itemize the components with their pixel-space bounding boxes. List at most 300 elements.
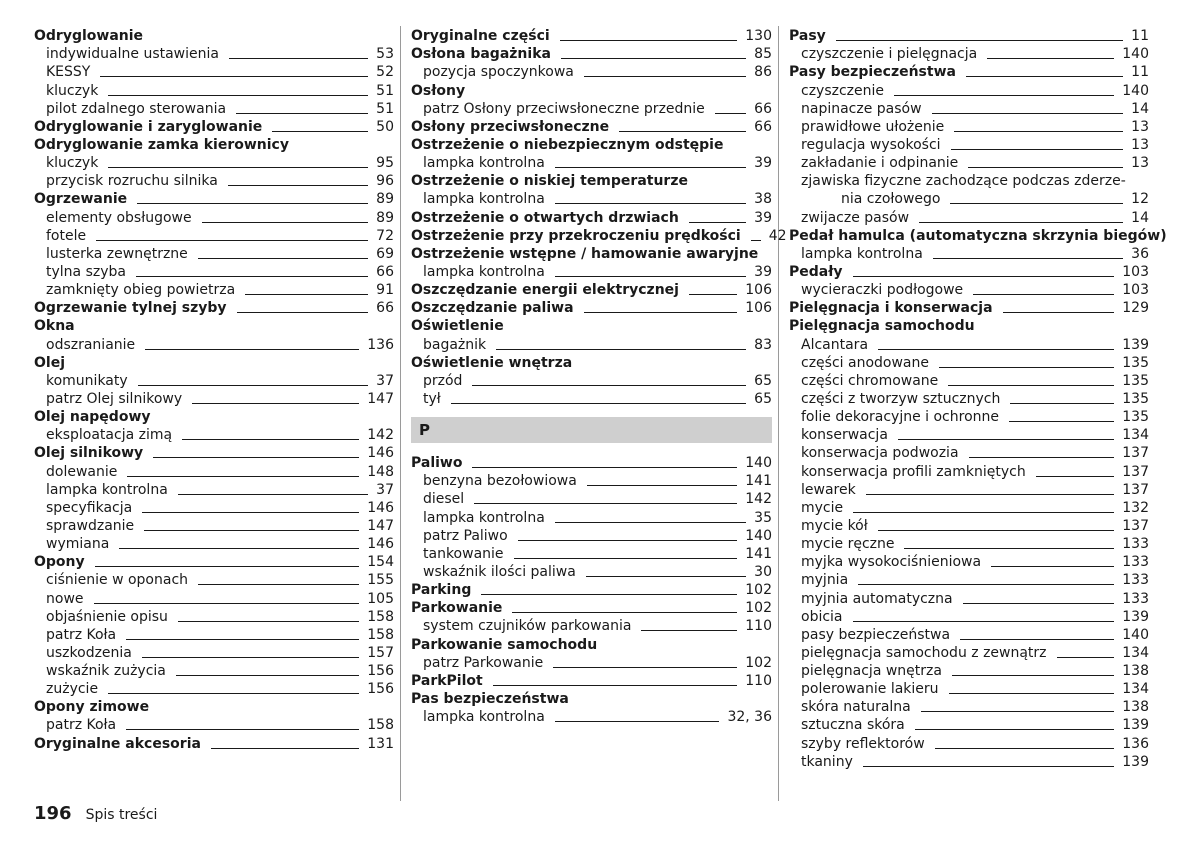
page-ref: 136: [367, 336, 394, 353]
index-entry: [34, 407, 394, 425]
section-title: Spis treści: [85, 807, 158, 823]
page-ref: 146: [367, 536, 394, 553]
leader-line: [619, 131, 746, 132]
index-entry: [411, 280, 772, 298]
page-ref: 89: [376, 191, 394, 208]
index-subentry: [789, 117, 1149, 135]
index-term: Okna: [34, 318, 75, 335]
index-term: Oszczędzanie energii elektrycznej: [411, 282, 679, 299]
page-ref: 155: [367, 572, 394, 589]
index-term: Pedał hamulca (automatyczna skrzynia biegów): [789, 227, 1167, 244]
column-divider: [400, 26, 401, 801]
index-entry: [411, 298, 772, 316]
index-term: mycie kół: [801, 517, 868, 534]
index-term: części anodowane: [801, 354, 929, 371]
leader-line: [555, 721, 720, 722]
index-entry: [411, 80, 772, 98]
index-term: lampka kontrolna: [423, 155, 545, 172]
page-ref: 11: [1131, 64, 1149, 81]
index-term: objaśnienie opisu: [46, 608, 168, 625]
index-term: Pasy bezpieczeństwa: [789, 64, 956, 81]
leader-line: [878, 530, 1115, 531]
page-ref: 142: [367, 427, 394, 444]
index-term: pozycja spoczynkowa: [423, 64, 574, 81]
page-ref: 51: [376, 100, 394, 117]
leader-line: [198, 258, 368, 259]
index-subentry: [34, 643, 394, 661]
leader-line: [126, 639, 359, 640]
index-entry: [411, 671, 772, 689]
leader-line: [689, 222, 746, 223]
index-subentry: [411, 544, 772, 562]
index-column-2: [411, 26, 787, 726]
index-term: przycisk rozruchu silnika: [46, 173, 218, 190]
page-ref: 91: [376, 282, 394, 299]
leader-line: [969, 457, 1115, 458]
index-subentry: [34, 262, 394, 280]
index-entry: [34, 353, 394, 371]
index-term: zwijacze pasów: [801, 209, 910, 226]
index-subentry: [411, 489, 772, 507]
leader-line: [518, 540, 738, 541]
index-term: napinacze pasów: [801, 100, 922, 117]
index-subentry: [34, 80, 394, 98]
index-entry: [411, 453, 772, 471]
page-ref: 52: [376, 64, 394, 81]
index-term: Parking: [411, 582, 472, 599]
index-subentry: [789, 516, 1149, 534]
index-entry: [411, 634, 772, 652]
index-term: patrz Koła: [46, 717, 117, 734]
page-ref: 102: [745, 600, 772, 617]
index-term: lewarek: [801, 481, 856, 498]
index-subentry: [789, 280, 1149, 298]
index-term: sztuczna skóra: [801, 717, 905, 734]
page-ref: 158: [367, 717, 394, 734]
index-entry: [411, 117, 772, 135]
page-ref: 14: [1131, 209, 1149, 226]
page-ref: 147: [367, 517, 394, 534]
page-ref: 51: [376, 82, 394, 99]
leader-line: [142, 512, 359, 513]
index-term: KESSY: [46, 64, 91, 81]
index-term: pasy bezpieczeństwa: [801, 626, 951, 643]
index-subentry: [34, 498, 394, 516]
page-ref: 133: [1122, 590, 1149, 607]
index-term: specyfikacja: [46, 499, 133, 516]
index-subentry: [34, 588, 394, 606]
page-ref: 53: [376, 46, 394, 63]
index-entry: [34, 733, 394, 751]
index-term: Olej: [34, 354, 65, 371]
index-subentry: [789, 407, 1149, 425]
leader-line: [137, 203, 368, 204]
index-term: nia czołowego: [841, 191, 941, 208]
index-term: zjawiska fizyczne zachodzące podczas zderze-: [801, 173, 1126, 190]
index-term: Oświetlenie wnętrza: [411, 354, 573, 371]
leader-line: [932, 113, 1124, 114]
index-term: skóra naturalna: [801, 699, 911, 716]
leader-line: [119, 548, 359, 549]
page-number: 196: [34, 803, 72, 824]
page-ref: 103: [1122, 282, 1149, 299]
index-column-3: [789, 26, 1167, 770]
index-entry: [789, 316, 1149, 334]
leader-line: [178, 621, 359, 622]
index-subentry: [34, 461, 394, 479]
leader-line: [584, 312, 738, 313]
index-subentry: [789, 552, 1149, 570]
page-ref: 131: [367, 735, 394, 752]
leader-line: [94, 603, 360, 604]
index-term: system czujników parkowania: [423, 618, 632, 635]
index-subentry: [411, 653, 772, 671]
page-ref: 148: [367, 463, 394, 480]
index-term: Pedały: [789, 263, 843, 280]
leader-line: [1009, 421, 1114, 422]
index-term: Opony: [34, 554, 85, 571]
index-term: bagażnik: [423, 336, 487, 353]
page-ref: 137: [1122, 481, 1149, 498]
index-entry: [411, 580, 772, 598]
page-ref: 89: [376, 209, 394, 226]
leader-line: [853, 276, 1115, 277]
page-ref: 12: [1131, 191, 1149, 208]
index-term: Odryglowanie: [34, 28, 144, 45]
page-ref: 147: [367, 390, 394, 407]
leader-line: [237, 312, 369, 313]
page-ref: 102: [745, 582, 772, 599]
index-term: zamknięty obieg powietrza: [46, 282, 236, 299]
leader-line: [176, 675, 359, 676]
page-ref: 106: [745, 282, 772, 299]
page-ref: 138: [1122, 663, 1149, 680]
page-ref: 130: [745, 28, 772, 45]
page-ref: 13: [1131, 155, 1149, 172]
leader-line: [1057, 657, 1115, 658]
index-entry: [34, 189, 394, 207]
leader-line: [493, 685, 738, 686]
page-ref: 140: [1122, 46, 1149, 63]
index-term: eksploatacja zimą: [46, 427, 173, 444]
index-term: tylna szyba: [46, 263, 126, 280]
index-entry: [34, 298, 394, 316]
index-entry: [34, 26, 394, 44]
index-subentry: [34, 44, 394, 62]
leader-line: [95, 566, 360, 567]
index-subentry: [411, 153, 772, 171]
index-subentry: [34, 371, 394, 389]
index-subentry: [411, 526, 772, 544]
index-subentry: [789, 171, 1149, 189]
index-entry: [411, 26, 772, 44]
page-ref: 86: [754, 64, 772, 81]
page-ref: 65: [754, 372, 772, 389]
page-ref: 110: [745, 672, 772, 689]
index-subentry: [789, 588, 1149, 606]
index-term: wskaźnik ilości paliwa: [423, 563, 576, 580]
index-entry: [411, 316, 772, 334]
index-term: czyszczenie: [801, 82, 885, 99]
index-entry: [411, 353, 772, 371]
index-term: indywidualne ustawienia: [46, 46, 219, 63]
leader-line: [963, 603, 1115, 604]
page-ref: 95: [376, 155, 394, 172]
index-entry: [411, 226, 787, 244]
index-subentry: [789, 44, 1149, 62]
index-term: Pielęgnacja i konserwacja: [789, 300, 993, 317]
leader-line: [472, 467, 737, 468]
index-term: Ostrzeżenie o otwartych drzwiach: [411, 209, 679, 226]
index-term: Ostrzeżenie o niebezpiecznym odstępie: [411, 136, 724, 153]
index-term: czyszczenie i pielęgnacja: [801, 46, 978, 63]
index-subentry: [34, 62, 394, 80]
leader-line: [108, 693, 359, 694]
index-term: Oszczędzanie paliwa: [411, 300, 574, 317]
leader-line: [555, 167, 746, 168]
index-subentry: [789, 643, 1149, 661]
page-ref: 133: [1122, 536, 1149, 553]
page-ref: 156: [367, 681, 394, 698]
index-subentry: [789, 697, 1149, 715]
page-ref: 39: [754, 209, 772, 226]
leader-line: [108, 167, 368, 168]
index-subentry: [411, 262, 772, 280]
page-ref: 35: [754, 509, 772, 526]
leader-line: [202, 222, 369, 223]
leader-line: [126, 729, 359, 730]
index-subentry: [789, 80, 1149, 98]
index-subentry: [411, 507, 772, 525]
leader-line: [108, 95, 368, 96]
index-term: folie dekoracyjne i ochronne: [801, 409, 1000, 426]
index-subentry: [789, 389, 1149, 407]
index-entry: [34, 552, 394, 570]
page-ref: 132: [1122, 499, 1149, 516]
index-subentry: [789, 207, 1149, 225]
index-term: uszkodzenia: [46, 644, 132, 661]
page-ref: 39: [754, 155, 772, 172]
page-ref: 66: [754, 118, 772, 135]
index-entry: [411, 44, 772, 62]
index-subentry: [34, 661, 394, 679]
leader-line: [100, 76, 368, 77]
index-term: polerowanie lakieru: [801, 681, 939, 698]
index-subentry: [411, 389, 772, 407]
leader-line: [474, 503, 737, 504]
leader-line: [561, 58, 746, 59]
index-term: patrz Parkowanie: [423, 654, 544, 671]
leader-line: [182, 439, 359, 440]
index-term: Ostrzeżenie wstępne / hamowanie awaryjne: [411, 245, 759, 262]
page-ref: 11: [1131, 28, 1149, 45]
index-term: tył: [423, 390, 441, 407]
leader-line: [1003, 312, 1115, 313]
index-subentry: [34, 534, 394, 552]
leader-line: [153, 457, 359, 458]
leader-line: [939, 367, 1114, 368]
index-subentry: [34, 607, 394, 625]
index-term: wycieraczki podłogowe: [801, 282, 964, 299]
page-ref: 140: [745, 455, 772, 472]
index-term: zakładanie i odpinanie: [801, 155, 959, 172]
page-ref: 66: [376, 300, 394, 317]
index-entry: [411, 171, 772, 189]
index-subentry: [411, 562, 772, 580]
leader-line: [960, 639, 1114, 640]
leader-line: [228, 185, 368, 186]
page-ref: 135: [1122, 372, 1149, 389]
index-term: sprawdzanie: [46, 517, 135, 534]
leader-line: [951, 149, 1124, 150]
leader-line: [641, 630, 737, 631]
index-subentry: [789, 244, 1149, 262]
index-subentry: [411, 616, 772, 634]
index-term: lusterka zewnętrzne: [46, 245, 188, 262]
page-ref: 13: [1131, 118, 1149, 135]
index-term: dolewanie: [46, 463, 118, 480]
index-term: części z tworzyw sztucznych: [801, 390, 1001, 407]
page-ref: 139: [1122, 336, 1149, 353]
page-ref: 38: [754, 191, 772, 208]
index-subentry: [34, 679, 394, 697]
index-entry: [34, 443, 394, 461]
index-term: Paliwo: [411, 455, 463, 472]
page-ref: 140: [1122, 82, 1149, 99]
page-ref: 141: [745, 545, 772, 562]
leader-line: [836, 40, 1123, 41]
leader-line: [587, 485, 737, 486]
index-term: kluczyk: [46, 82, 99, 99]
index-term: lampka kontrolna: [423, 191, 545, 208]
index-subentry: [34, 425, 394, 443]
leader-line: [987, 58, 1114, 59]
leader-line: [1010, 403, 1114, 404]
leader-line: [950, 203, 1123, 204]
page-ref: 102: [745, 654, 772, 671]
index-term: komunikaty: [46, 372, 128, 389]
page-ref: 50: [376, 118, 394, 135]
page-ref: 139: [1122, 753, 1149, 770]
index-term: mycie ręczne: [801, 536, 895, 553]
index-subentry: [789, 353, 1149, 371]
page-ref: 135: [1122, 409, 1149, 426]
leader-line: [954, 131, 1123, 132]
index-subentry: [789, 752, 1149, 770]
index-entry: [411, 689, 772, 707]
index-term: Osłona bagażnika: [411, 46, 551, 63]
leader-line: [991, 566, 1114, 567]
index-term: prawidłowe ułożenie: [801, 118, 945, 135]
column-divider: [778, 26, 779, 801]
page-ref: 83: [754, 336, 772, 353]
index-term: pielęgnacja samochodu z zewnątrz: [801, 644, 1047, 661]
index-subentry: [789, 661, 1149, 679]
leader-line: [236, 113, 368, 114]
index-entry: [411, 207, 772, 225]
index-term: Odryglowanie zamka kierownicy: [34, 136, 289, 153]
page-ref: 39: [754, 263, 772, 280]
index-term: Osłony: [411, 82, 466, 99]
page-ref: 14: [1131, 100, 1149, 117]
page-ref: 134: [1122, 644, 1149, 661]
index-subentry: [789, 625, 1149, 643]
index-subentry: [411, 189, 772, 207]
leader-line: [211, 748, 359, 749]
leader-line: [586, 576, 746, 577]
leader-line: [1036, 476, 1115, 477]
page-ref: 96: [376, 173, 394, 190]
leader-line: [472, 385, 746, 386]
page-ref: 154: [367, 554, 394, 571]
index-entry: [411, 244, 772, 262]
page-ref: 135: [1122, 390, 1149, 407]
leader-line: [853, 621, 1115, 622]
index-subentry: [34, 389, 394, 407]
index-term: Olej napędowy: [34, 409, 151, 426]
leader-line: [512, 612, 737, 613]
leader-line: [952, 675, 1114, 676]
index-subentry: [789, 480, 1149, 498]
index-term: elementy obsługowe: [46, 209, 192, 226]
page-ref: 32, 36: [727, 709, 772, 726]
index-entry: [789, 226, 1167, 244]
index-term: tankowanie: [423, 545, 504, 562]
index-subentry: [789, 461, 1149, 479]
page-ref: 69: [376, 245, 394, 262]
index-term: zużycie: [46, 681, 99, 698]
index-term: patrz Koła: [46, 626, 117, 643]
index-term: Pas bezpieczeństwa: [411, 690, 569, 707]
index-term: Pasy: [789, 28, 826, 45]
leader-line: [584, 76, 746, 77]
page-ref: 13: [1131, 136, 1149, 153]
index-term: Alcantara: [801, 336, 869, 353]
index-subentry: [789, 135, 1149, 153]
leader-line: [933, 258, 1123, 259]
page-ref: 158: [367, 626, 394, 643]
page-ref: 66: [754, 100, 772, 117]
index-term: benzyna bezołowiowa: [423, 473, 577, 490]
index-subentry: [34, 334, 394, 352]
index-term: Oryginalne akcesoria: [34, 735, 201, 752]
index-term: Osłony przeciwsłoneczne: [411, 118, 610, 135]
index-term: Oryginalne części: [411, 28, 550, 45]
page-ref: 37: [376, 481, 394, 498]
leader-line: [142, 657, 359, 658]
leader-line: [245, 294, 368, 295]
page-ref: 137: [1122, 463, 1149, 480]
page-ref: 65: [754, 390, 772, 407]
index-subentry: [34, 570, 394, 588]
page-ref: 134: [1122, 427, 1149, 444]
index-term: Ostrzeżenie przy przekroczeniu prędkości: [411, 227, 741, 244]
page-ref: 129: [1122, 300, 1149, 317]
index-term: lampka kontrolna: [423, 709, 545, 726]
index-term: wymiana: [46, 536, 110, 553]
page-ref: 141: [745, 473, 772, 490]
index-subentry: [34, 516, 394, 534]
index-subentry: [789, 607, 1149, 625]
index-subentry: [34, 99, 394, 117]
page-ref: 137: [1122, 445, 1149, 462]
page-ref: 37: [376, 372, 394, 389]
index-subentry: [789, 570, 1149, 588]
leader-line: [858, 584, 1114, 585]
index-term: fotele: [46, 227, 87, 244]
index-subentry: [34, 226, 394, 244]
page-ref: 140: [1122, 626, 1149, 643]
